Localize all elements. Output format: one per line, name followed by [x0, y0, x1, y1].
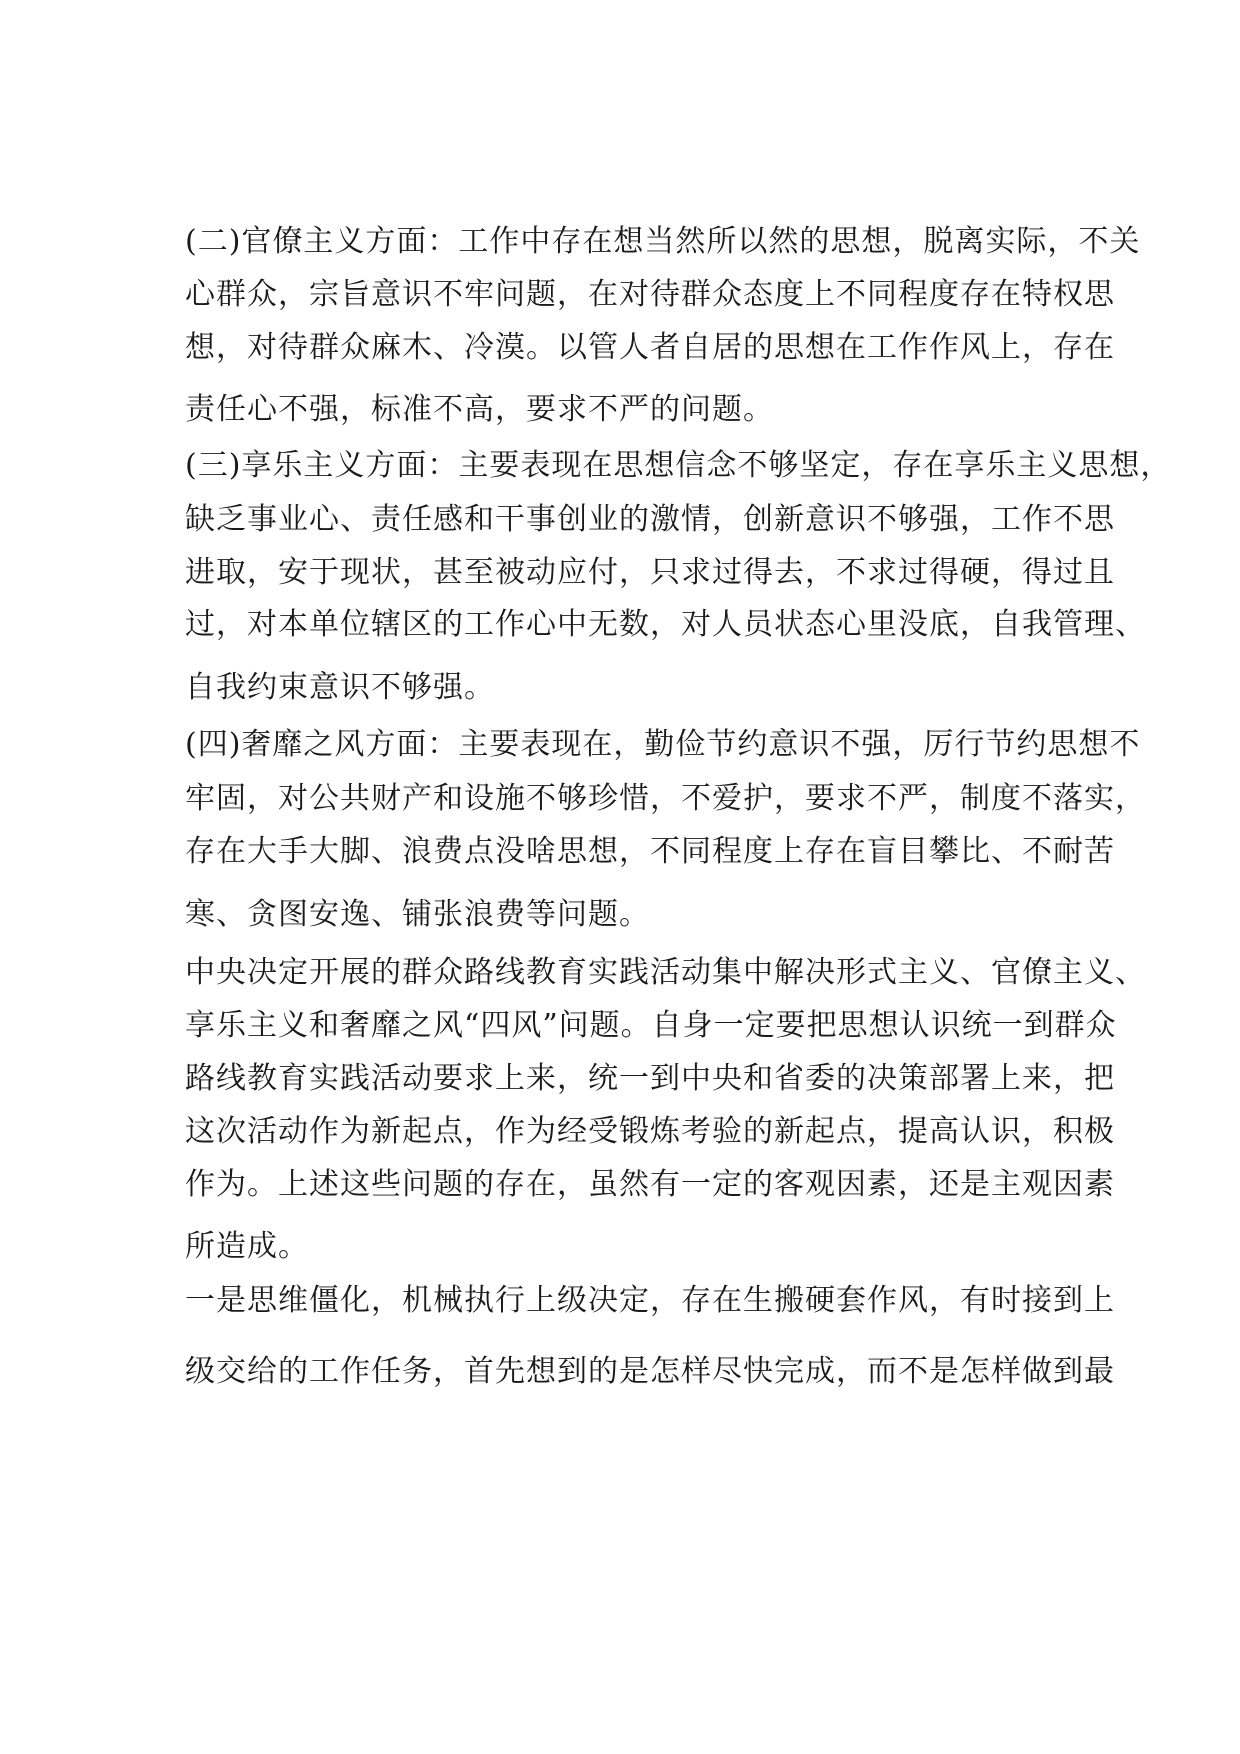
text-line: 路线教育实践活动要求上来，统一到中央和省委的决策部署上来，把 [185, 1061, 1115, 1096]
text-line: (三)享乐主义方面：主要表现在思想信念不够坚定，存在享乐主义思想， [185, 448, 1172, 483]
text-line: 中央决定开展的群众路线教育实践活动集中解决形式主义、官僚主义、 [185, 955, 1146, 990]
text-line: 寒、贪图安逸、铺张浪费等问题。 [185, 897, 650, 932]
text-line: 所造成。 [185, 1229, 309, 1264]
text-line: 作为。上述这些问题的存在，虽然有一定的客观因素，还是主观因素 [185, 1167, 1115, 1202]
text-line: 存在大手大脚、浪费点没啥思想，不同程度上存在盲目攀比、不耐苦 [185, 834, 1115, 869]
text-line: (四)奢靡之风方面：主要表现在，勤俭节约意识不强，厉行节约思想不 [185, 727, 1141, 762]
text-line: 心群众，宗旨意识不牢问题，在对待群众态度上不同程度存在特权思 [185, 277, 1115, 312]
text-line: 责任心不强，标准不高，要求不严的问题。 [185, 392, 774, 427]
text-line: 这次活动作为新起点，作为经受锻炼考验的新起点，提高认识，积极 [185, 1114, 1115, 1149]
text-line: 一是思维僵化，机械执行上级决定，存在生搬硬套作风，有时接到上 [185, 1283, 1115, 1318]
text-line: 想，对待群众麻木、冷漠。以管人者自居的思想在工作作风上，存在 [185, 330, 1115, 365]
text-line: 进取，安于现状，甚至被动应付，只求过得去，不求过得硬，得过且 [185, 555, 1115, 590]
text-line: 享乐主义和奢靡之风“四风”问题。自身一定要把思想认识统一到群众 [185, 1008, 1117, 1043]
text-line: 牢固，对公共财产和设施不够珍惜，不爱护，要求不严，制度不落实， [185, 781, 1146, 816]
text-line: 级交给的工作任务，首先想到的是怎样尽快完成，而不是怎样做到最 [185, 1354, 1115, 1389]
text-line: 缺乏事业心、责任感和干事创业的激情，创新意识不够强，工作不思 [185, 502, 1115, 537]
text-line: 自我约束意识不够强。 [185, 670, 495, 705]
text-line: 过，对本单位辖区的工作心中无数，对人员状态心里没底，自我管理、 [185, 607, 1146, 642]
text-line: (二)官僚主义方面：工作中存在想当然所以然的思想，脱离实际，不关 [185, 224, 1141, 259]
